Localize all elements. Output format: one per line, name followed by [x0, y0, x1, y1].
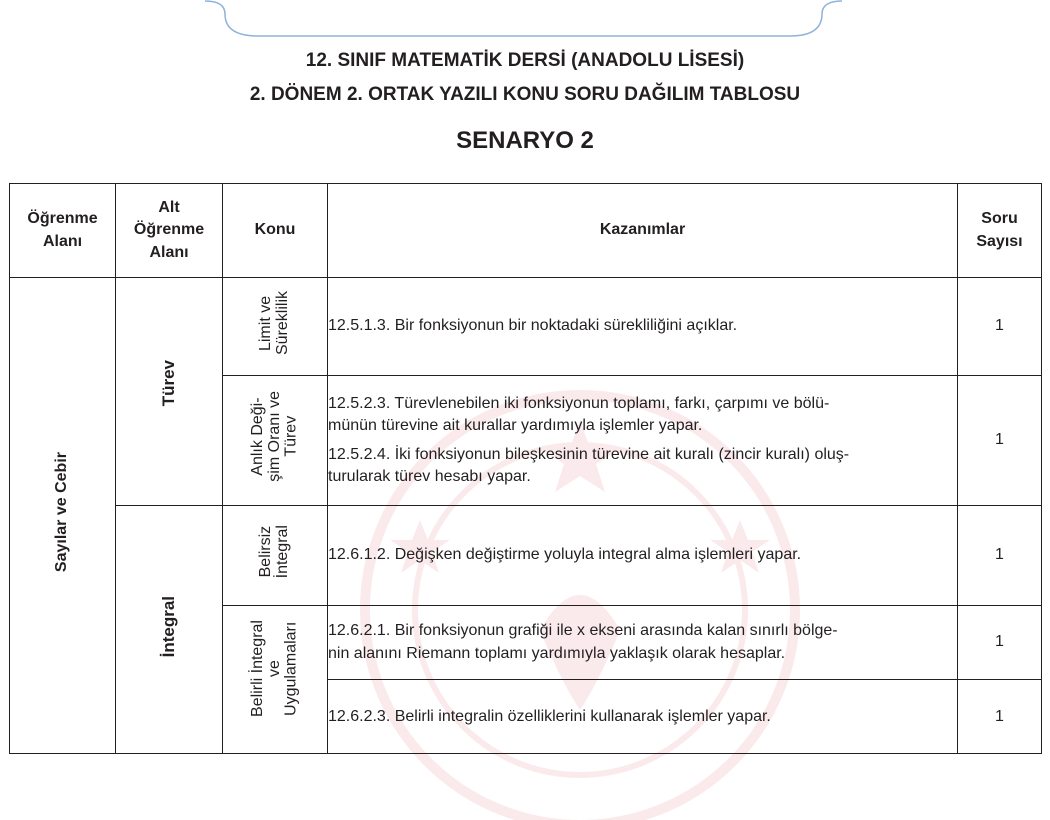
header-kazanimlar: Kazanımlar: [328, 184, 958, 278]
soru-sayisi-cell: 1: [958, 376, 1042, 506]
header-soru-sayisi: Soru Sayısı: [958, 184, 1042, 278]
document-subtitle: 2. DÖNEM 2. ORTAK YAZILI KONU SORU DAĞILIM TABLOSU: [249, 84, 801, 105]
soru-sayisi-cell: 1: [958, 506, 1042, 606]
kazanim-cell: 12.6.2.1. Bir fonksiyonun grafiği ile x ekseni arasında kalan sınırlı bölge- nin alanını Riemann toplamı yardımıyla yaklaşık olarak hesaplar.: [328, 606, 958, 680]
kazanim-cell: 12.5.1.3. Bir fonksiyonun bir noktadaki sürekliliğini açıklar.: [328, 278, 958, 376]
soru-sayisi-cell: 1: [958, 680, 1042, 754]
table-row: [10, 506, 1042, 606]
scenario-title: SENARYO 2: [456, 127, 594, 154]
header-ogrenme-alani: Öğrenme Alanı: [10, 184, 116, 278]
soru-sayisi-cell: 1: [958, 278, 1042, 376]
konu-belirli-integral-uygulamalari: Belirli İntegral ve Uygulamaları: [223, 606, 328, 754]
kazanim-cell: 12.5.2.3. Türevlenebilen iki fonksiyonun toplamı, farkı, çarpımı ve bölü- münün türevine ait kurallar yardımıyla işlemler yapar. 12.5.2.4. İki fonksiyonun bileşkesinin türevine ait kuralı (zincir kuralı) oluş- turularak türev hesabı yapar.: [328, 376, 958, 506]
kazanim-cell: 12.6.2.3. Belirli integralin özelliklerini kullanarak işlemler yapar.: [328, 680, 958, 754]
ogrenme-alani-cell: Sayılar ve Cebir: [10, 278, 116, 754]
header-konu: Konu: [223, 184, 328, 278]
alt-alan-integral-cell: İntegral: [116, 506, 223, 754]
konu-limit-sureklilik: Limit ve Süreklilik: [223, 278, 328, 376]
alt-alan-turev-cell: Türev: [116, 278, 223, 506]
header-tab-frame: [0, 0, 1050, 40]
header-alt-ogrenme-alani: Alt Öğrenme Alanı: [116, 184, 223, 278]
konu-belirsiz-integral: Belirsiz İntegral: [223, 506, 328, 606]
topic-distribution-table: [9, 183, 1042, 754]
document-title: 12. SINIF MATEMATİK DERSİ (ANADOLU LİSESİ): [305, 50, 745, 71]
kazanim-cell: 12.6.1.2. Değişken değiştirme yoluyla integral alma işlemleri yapar.: [328, 506, 958, 606]
konu-anlik-degisim-turev: Anlık Deği- şim Oranı ve Türev: [223, 376, 328, 506]
table-header-row: [10, 184, 1042, 278]
soru-sayisi-cell: 1: [958, 606, 1042, 680]
table-row: [10, 278, 1042, 376]
